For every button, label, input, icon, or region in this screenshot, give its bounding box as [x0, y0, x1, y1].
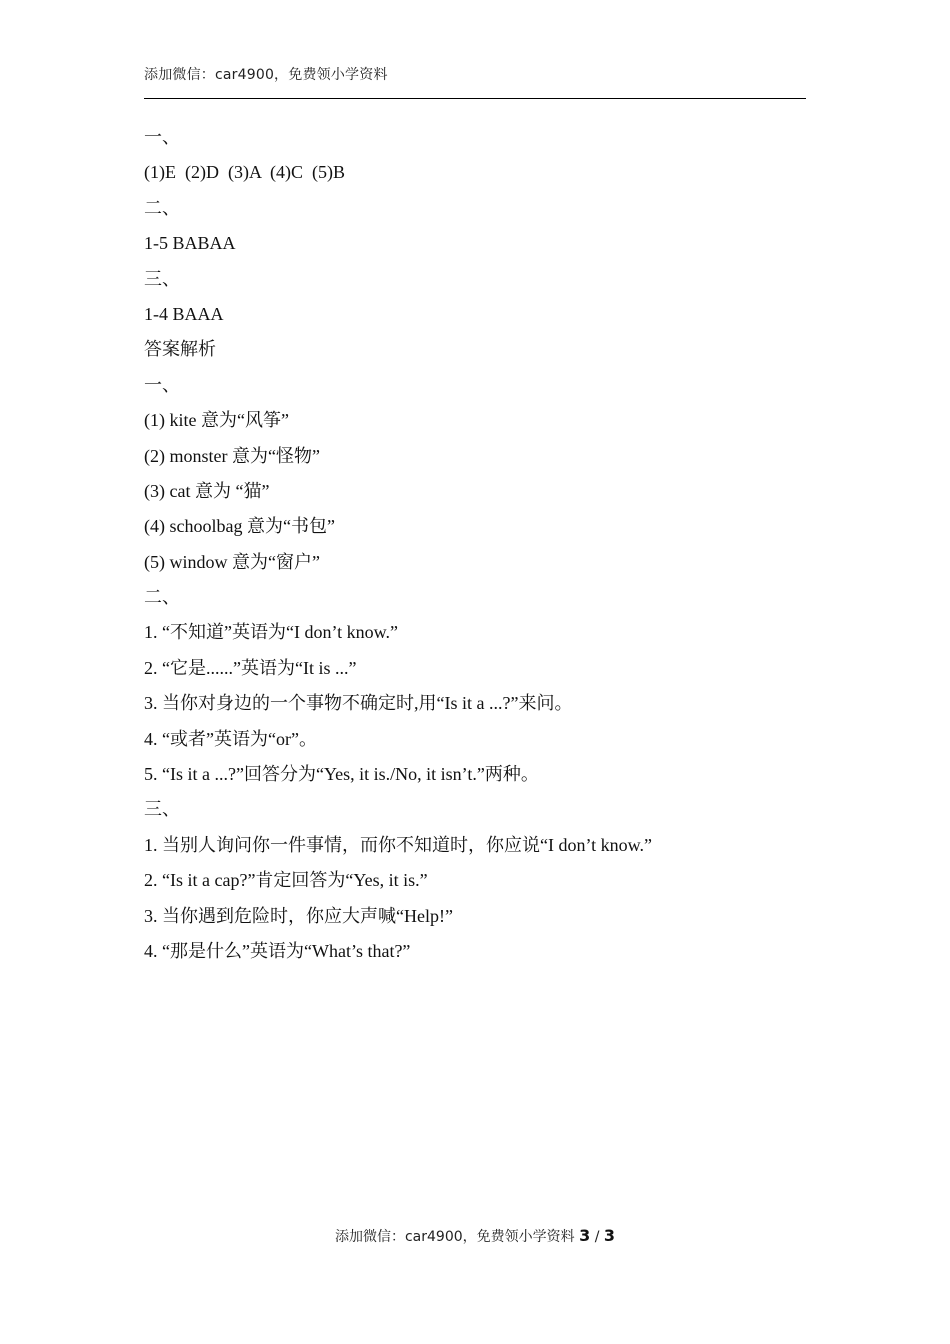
- answer-line: (1)E (2)D (3)A (4)C (5)B: [144, 162, 345, 183]
- document-body: [144, 120, 806, 969]
- analysis-line: (1) kite 意为“风筝”: [144, 410, 289, 431]
- page-number-current: 3: [579, 1226, 591, 1245]
- page-footer: [0, 1226, 950, 1246]
- analysis-line: (2) monster 意为“怪物”: [144, 445, 320, 466]
- analysis-line: 3. 当你遇到危险时，你应大声喊“Help!”: [144, 905, 453, 926]
- section-heading-1: 一、: [144, 374, 180, 395]
- analysis-line: 1. “不知道”英语为“I don’t know.”: [144, 622, 398, 643]
- section-heading-3: 三、: [144, 268, 180, 289]
- analysis-line: 4. “或者”英语为“or”。: [144, 728, 317, 749]
- analysis-line: (4) schoolbag 意为“书包”: [144, 516, 335, 537]
- page-number-total: 3: [603, 1226, 616, 1245]
- page-header: 添加微信：car4900，免费领小学资料: [144, 67, 388, 83]
- section-heading-2: 二、: [144, 197, 180, 218]
- section-heading-3: 三、: [144, 799, 180, 820]
- analysis-line: 2. “Is it a cap?”肯定回答为“Yes, it is.”: [144, 870, 428, 891]
- header-divider: [144, 98, 806, 99]
- analysis-line: 2. “它是......”英语为“It is ...”: [144, 657, 357, 678]
- analysis-line: (3) cat 意为 “猫”: [144, 480, 270, 501]
- analysis-line: 3. 当你对身边的一个事物不确定时,用“Is it a ...?”来问。: [144, 693, 573, 714]
- analysis-line: 1. 当别人询问你一件事情，而你不知道时，你应说“I don’t know.”: [144, 834, 652, 855]
- footer-text: 添加微信：car4900，免费领小学资料: [334, 1229, 575, 1245]
- analysis-title: 答案解析: [144, 339, 216, 360]
- analysis-line: (5) window 意为“窗户”: [144, 551, 320, 572]
- section-heading-2: 二、: [144, 587, 180, 608]
- analysis-line: 5. “Is it a ...?”回答分为“Yes, it is./No, it isn’t.”两种。: [144, 764, 539, 785]
- section-heading-1: 一、: [144, 127, 180, 147]
- page-number-separator: /: [594, 1229, 600, 1245]
- analysis-line: 4. “那是什么”英语为“What’s that?”: [144, 940, 411, 961]
- answer-line: 1-5 BABAA: [144, 233, 236, 254]
- answer-line: 1-4 BAAA: [144, 303, 224, 324]
